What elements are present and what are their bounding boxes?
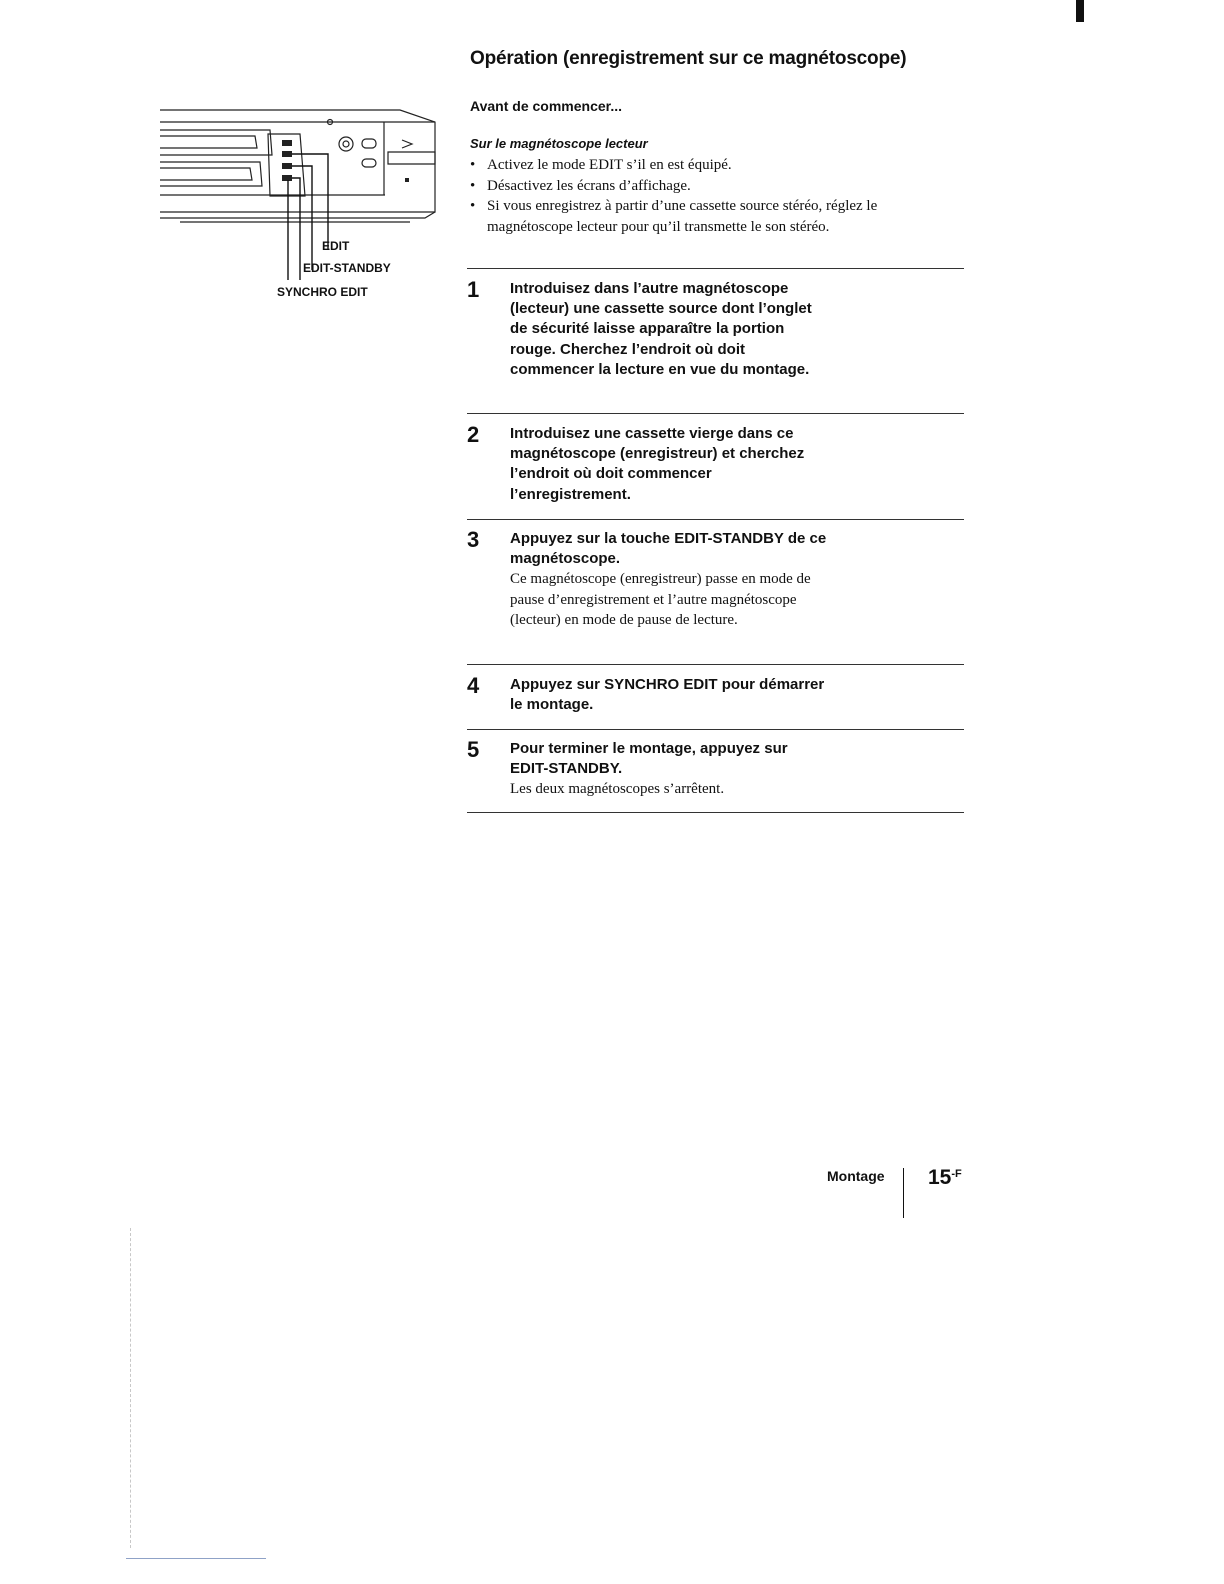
player-vcr-heading: Sur le magnétoscope lecteur <box>470 136 648 151</box>
page-number-value: 15 <box>928 1166 952 1189</box>
preparation-item: • Si vous enregistrez à partir d’une cassette source stéréo, réglez le magnétoscope lecteur pour qu’il transmette le son stéréo. <box>470 196 950 237</box>
scan-margin-line <box>130 1228 131 1548</box>
step-instruction: Introduisez dans l’autre magnétoscope (lecteur) une cassette source dont l’onglet de sécurité laisse apparaître la portion rouge. Cherchez l’endroit où doit commencer la lecture en vue du montage. <box>510 280 812 378</box>
step-number: 4 <box>467 673 480 698</box>
page-number <box>928 1166 962 1190</box>
divider <box>467 812 964 813</box>
vcr-front-panel-illustration <box>150 100 450 235</box>
edit-standby-callout: EDIT-STANDBY <box>303 261 391 275</box>
preparation-item: • Désactivez les écrans d’affichage. <box>470 176 950 197</box>
preparation-item: • Activez le mode EDIT s’il en est équipé. <box>470 155 950 176</box>
step-number: 5 <box>467 737 480 762</box>
step-instruction: Pour terminer le montage, appuyez sur EDIT-STANDBY. <box>510 740 788 778</box>
vcr-drawing <box>150 100 450 230</box>
divider <box>467 729 964 730</box>
footer-separator <box>903 1168 904 1218</box>
page-number-suffix: -F <box>951 1168 962 1180</box>
step-instruction: Appuyez sur SYNCHRO EDIT pour démarrer le montage. <box>510 676 825 714</box>
step-number: 1 <box>467 277 480 302</box>
page-edge-tab <box>1076 0 1084 22</box>
step-number: 3 <box>467 527 480 552</box>
step-number: 2 <box>467 422 480 447</box>
step-note: Ce magnétoscope (enregistreur) passe en mode de pause d’enregistrement et l’autre magnétoscope (lecteur) en mode de pause de lecture. <box>510 571 811 628</box>
footer-section-label: Montage <box>827 1168 885 1184</box>
step-instruction: Introduisez une cassette vierge dans ce magnétoscope (enregistreur) et cherchez l’endroit où doit commencer l’enregistrement. <box>510 425 805 503</box>
divider <box>467 519 964 520</box>
divider <box>467 413 964 414</box>
before-starting-heading: Avant de commencer... <box>470 98 622 114</box>
divider <box>467 664 964 665</box>
edit-callout: EDIT <box>322 239 350 253</box>
step-note: Les deux magnétoscopes s’arrêtent. <box>510 781 725 798</box>
page-heading: Opération (enregistrement sur ce magnétoscope) <box>470 48 907 69</box>
scan-bottom-line <box>126 1558 266 1559</box>
preparation-list <box>470 155 950 237</box>
synchro-edit-callout: SYNCHRO EDIT <box>277 285 368 299</box>
divider <box>467 268 964 269</box>
step-instruction: Appuyez sur la touche EDIT-STANDBY de ce magnétoscope. <box>510 530 827 568</box>
